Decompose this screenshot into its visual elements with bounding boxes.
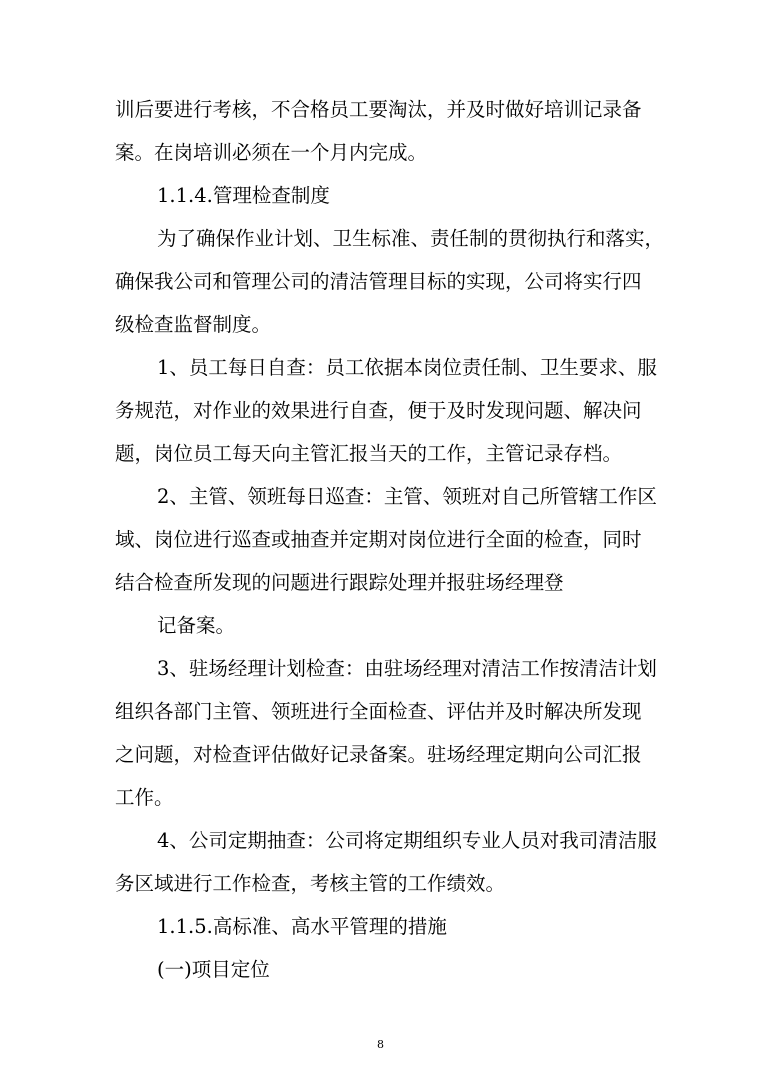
list-item-3-line: 组织各部门主管、领班进行全面检查、评估并及时解决所发现 [115,700,642,723]
section-heading-1-1-4: 1.1.4.管理检查制度 [157,184,330,207]
list-item-2-line: 域、岗位进行巡查或抽查并定期对岗位进行全面的检查，同时 [115,528,642,551]
paragraph-line: 为了确保作业计划、卫生标准、责任制的贯彻执行和落实， [157,227,665,250]
list-item-3-line: 3、驻场经理计划检查：由驻场经理对清洁工作按清洁计划 [157,657,657,680]
section-heading-1-1-5: 1.1.5.高标准、高水平管理的措施 [157,915,447,938]
list-item-2-line: 记备案。 [157,614,236,637]
list-item-1-line: 1、员工每日自查：员工依据本岗位责任制、卫生要求、服 [157,356,657,379]
paragraph-line: 训后要进行考核，不合格员工要淘汰，并及时做好培训记录备 [115,98,642,121]
subsection-heading: (一)项目定位 [157,958,270,981]
list-item-1-line: 务规范，对作业的效果进行自查，便于及时发现问题、解决问 [115,399,642,422]
list-item-3-line: 工作。 [115,786,174,809]
list-item-4-line: 4、公司定期抽查：公司将定期组织专业人员对我司清洁服 [157,829,657,852]
list-item-2-line: 2、主管、领班每日巡查：主管、领班对自己所管辖工作区 [157,485,657,508]
page-number: 8 [377,1038,384,1051]
list-item-1-line: 题，岗位员工每天向主管汇报当天的工作，主管记录存档。 [115,442,623,465]
paragraph-line: 确保我公司和管理公司的清洁管理目标的实现，公司将实行四 [115,270,642,293]
list-item-2-line: 结合检查所发现的问题进行跟踪处理并报驻场经理登 [115,571,564,594]
paragraph-line: 级检查监督制度。 [115,313,272,336]
paragraph-line: 案。在岗培训必须在一个月内完成。 [115,141,428,164]
list-item-4-line: 务区域进行工作检查，考核主管的工作绩效。 [115,872,506,895]
list-item-3-line: 之问题，对检查评估做好记录备案。驻场经理定期向公司汇报 [115,743,642,766]
